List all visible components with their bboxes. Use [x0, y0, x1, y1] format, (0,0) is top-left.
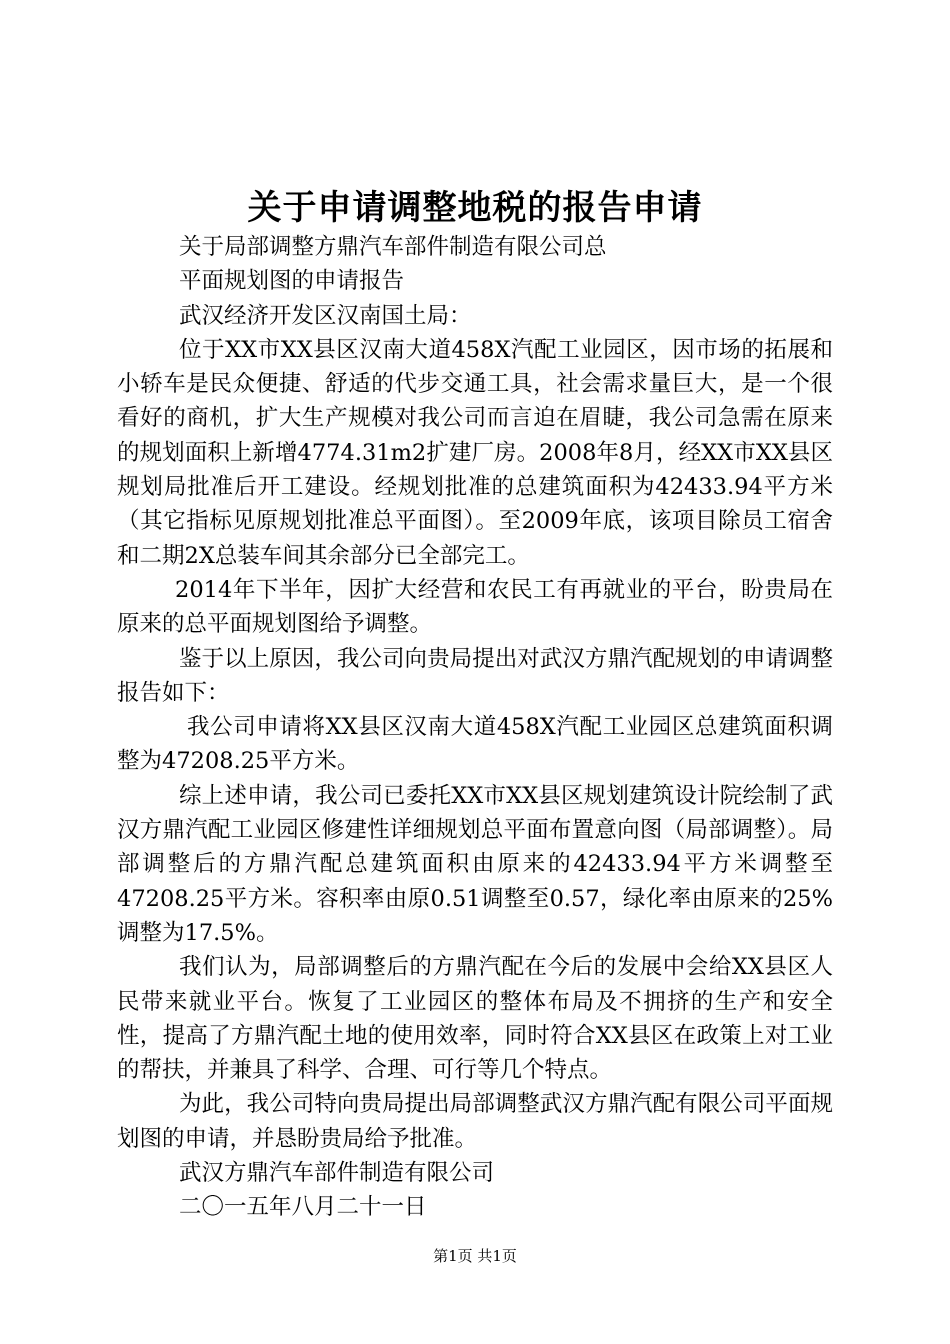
page-footer: 第1页 共1页 — [433, 1247, 517, 1265]
date-line: 二〇一五年八月二十一日 — [179, 1194, 427, 1221]
document-title: 关于申请调整地税的报告申请 — [247, 188, 703, 228]
signature-line: 武汉方鼎汽车部件制造有限公司 — [179, 1160, 495, 1187]
heading-line-1: 关于局部调整方鼎汽车部件制造有限公司总 — [179, 234, 607, 260]
document-body — [117, 230, 833, 1225]
paragraph-7: 为此，我公司特向贵局提出局部调整武汉方鼎汽配有限公司平面规划图的申请，并恳盼贵局给予批准。 — [117, 1091, 833, 1152]
paragraph-2: 2014年下半年，因扩大经营和农民工有再就业的平台，盼贵局在原来的总平面规划图给予调整。 — [117, 576, 833, 638]
recipient-line: 武汉经济开发区汉南国土局： — [179, 302, 472, 329]
heading-line-2: 平面规划图的申请报告 — [179, 268, 405, 295]
paragraph-4: 我公司申请将XX县区汉南大道458X汽配工业园区总建筑面积调整为47208.25平方米。 — [117, 714, 833, 775]
paragraph-5: 综上述申请，我公司已委托XX市XX县区规划建筑设计院绘制了武汉方鼎汽配工业园区修建性详细规划总平面布置意向图（局部调整）。局部调整后的方鼎汽配总建筑面积由原来的42433.94平方米调整至47208.25平方米。容积率由原0.51调整至0.57，绿化率由原来的25%调整为17.5%。 — [117, 782, 833, 946]
paragraph-6: 我们认为，局部调整后的方鼎汽配在今后的发展中会给XX县区人民带来就业平台。恢复了工业园区的整体布局及不拥挤的生产和安全性，提高了方鼎汽配土地的使用效率，同时符合XX县区在政策上对工业的帮扶，并兼具了科学、合理、可行等几个特点。 — [117, 954, 833, 1084]
paragraph-1: 位于XX市XX县区汉南大道458X汽配工业园区，因市场的拓展和小轿车是民众便捷、舒适的代步交通工具，社会需求量巨大，是一个很看好的商机，扩大生产规模对我公司而言迫在眉睫，我公司急需在原来的规划面积上新增4774.31m2扩建厂房。2008年8月，经XX市XX县区规划局批准后开工建设。经规划批准的总建筑面积为42433.94平方米（其它指标见原规划批准总平面图）。至2009年底，该项目除员工宿舍和二期2X总装车间其余部分已全部完工。 — [117, 336, 833, 569]
paragraph-3: 鉴于以上原因，我公司向贵局提出对武汉方鼎汽配规划的申请调整报告如下： — [117, 645, 833, 706]
